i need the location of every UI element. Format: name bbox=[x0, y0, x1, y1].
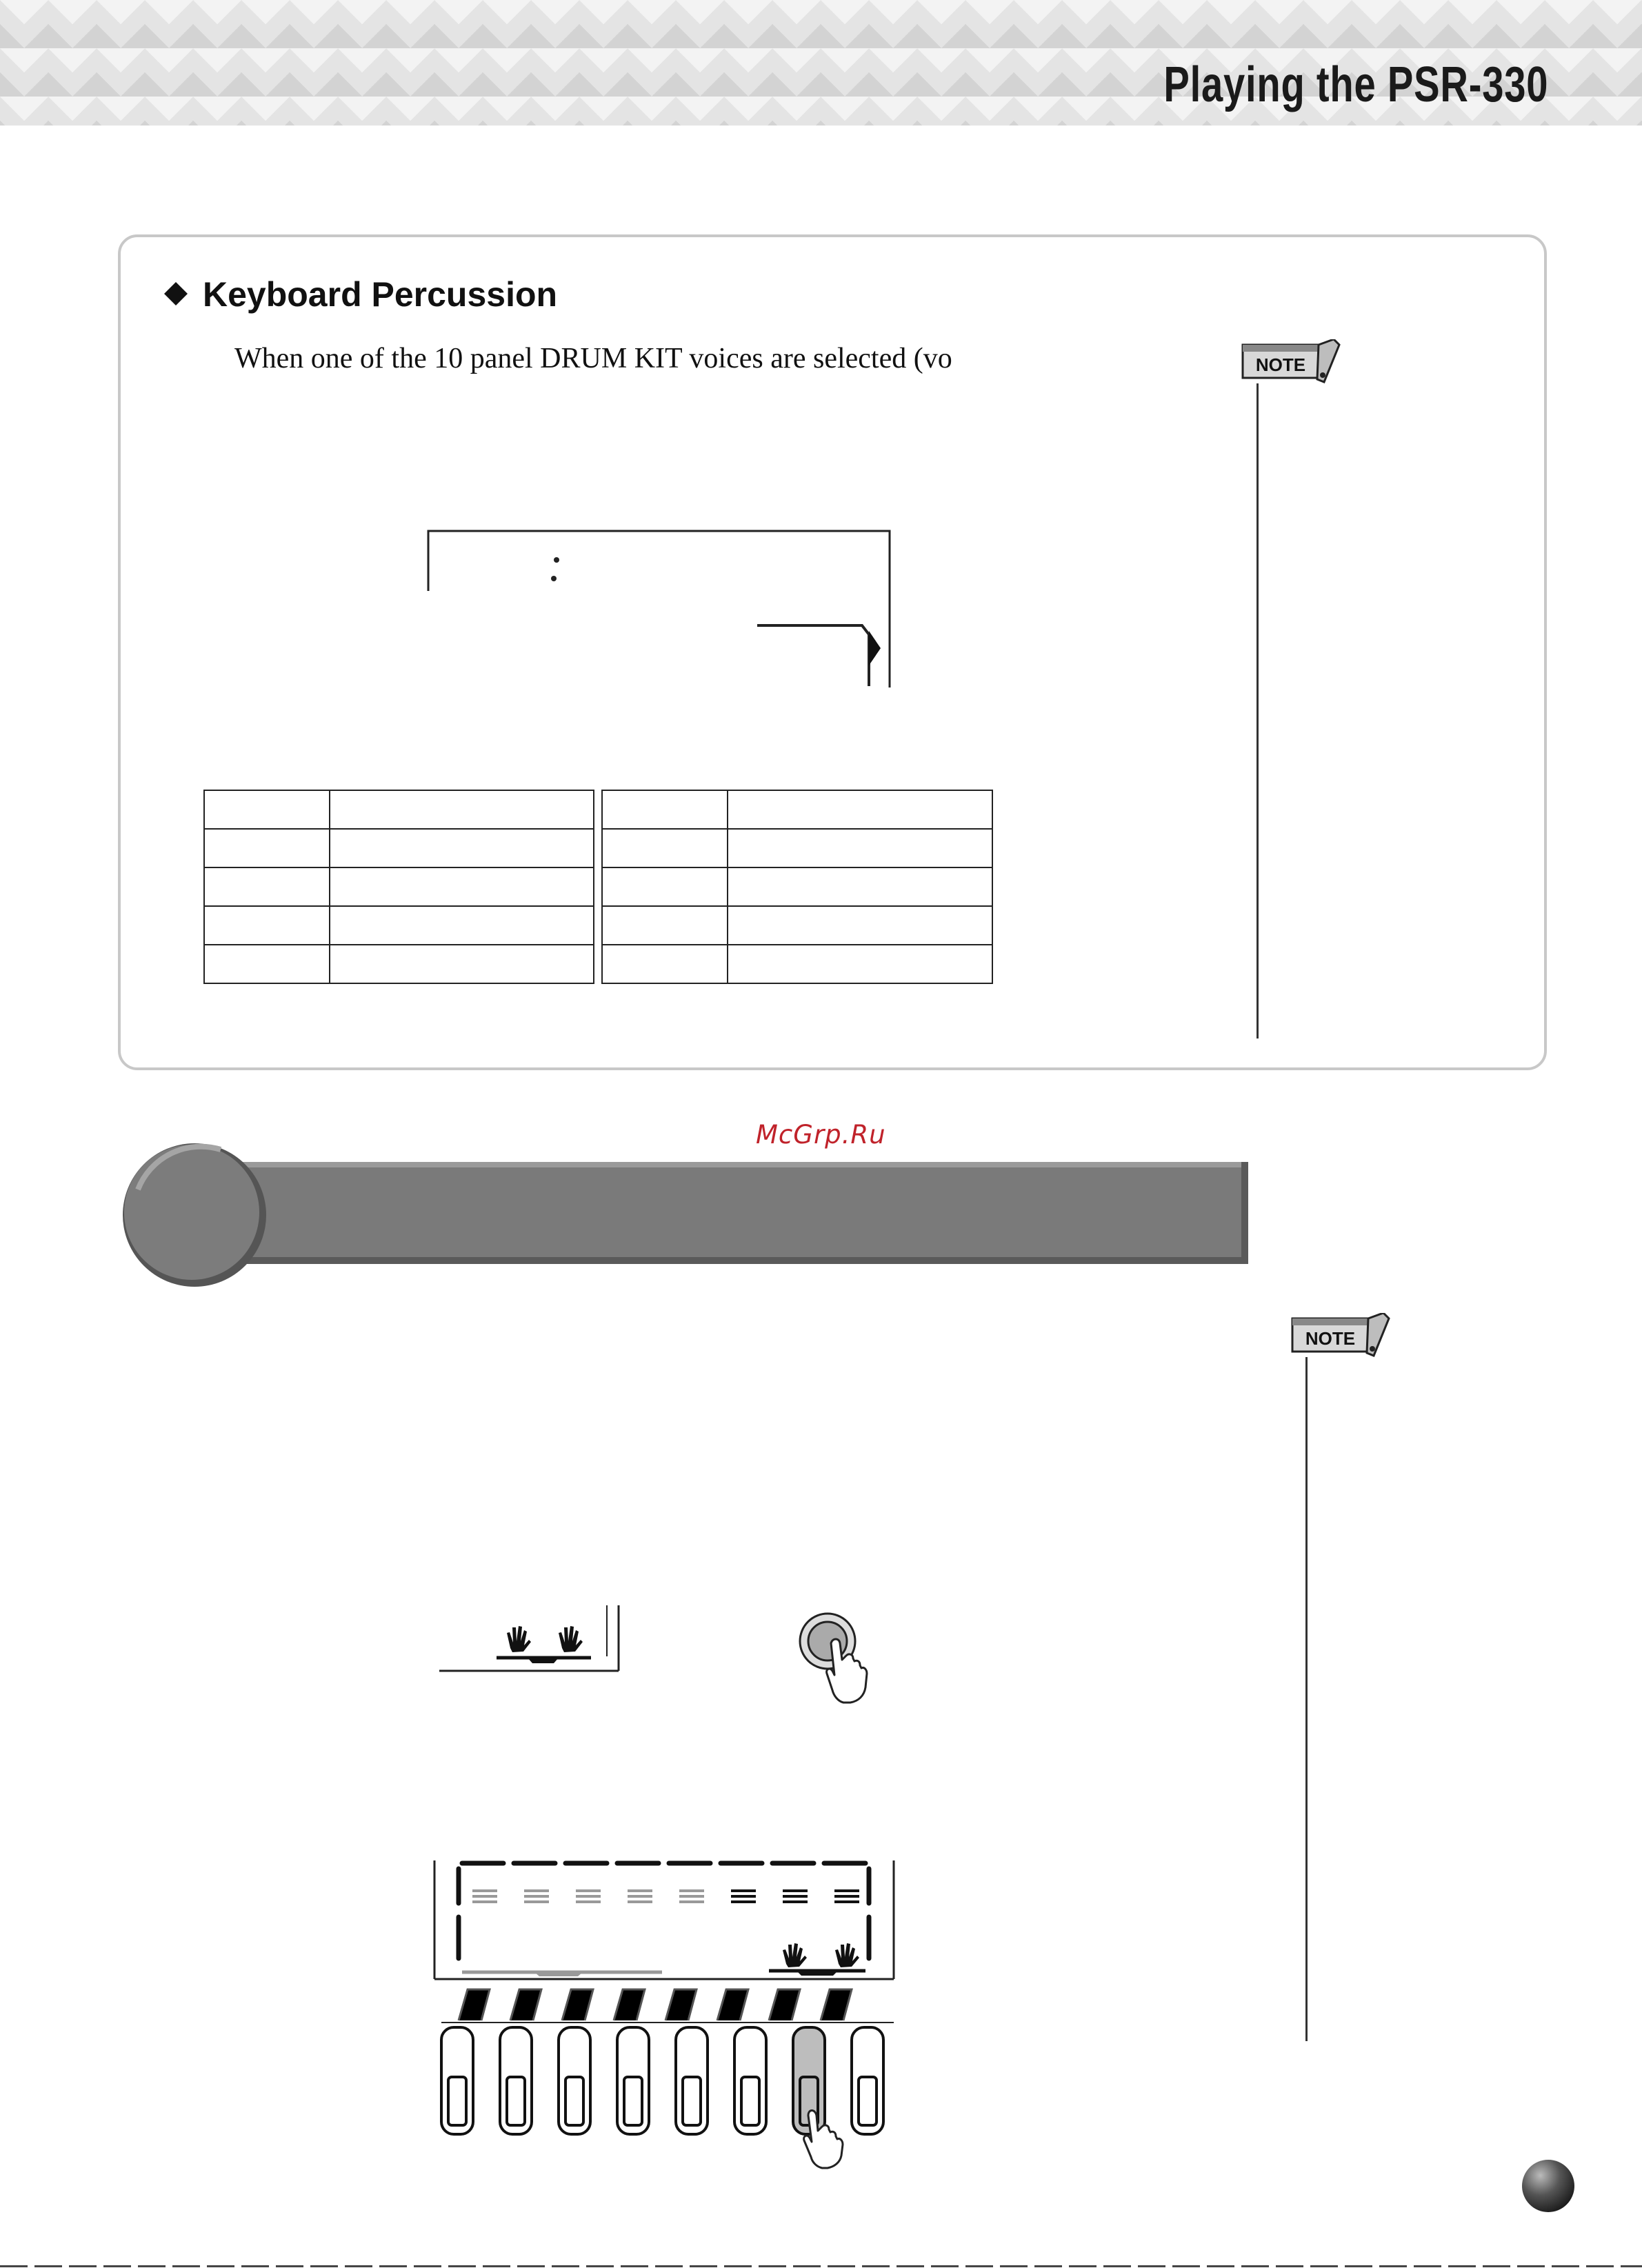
diamond-bullet-icon bbox=[164, 282, 188, 305]
percussion-table-right bbox=[601, 790, 993, 984]
table-row bbox=[204, 945, 594, 983]
note-pencil-icon bbox=[1241, 339, 1341, 383]
hands-icon bbox=[507, 1626, 583, 1652]
note-tag bbox=[1241, 339, 1341, 383]
table-row bbox=[204, 867, 594, 906]
table-row bbox=[204, 829, 594, 867]
bottom-rule bbox=[0, 2265, 1642, 2267]
note-label: NOTE bbox=[1305, 1328, 1356, 1349]
hands-icon bbox=[783, 1943, 859, 1967]
section-heading: Keyboard Percussion bbox=[203, 275, 558, 314]
watermark: McGrp.Ru bbox=[756, 1120, 886, 1150]
note-tag bbox=[1291, 1313, 1390, 1357]
note-pencil-icon bbox=[1291, 1313, 1390, 1357]
percussion-table-left bbox=[203, 790, 594, 984]
table-row bbox=[602, 906, 992, 945]
section-body-text: When one of the 10 panel DRUM KIT voices are selected (vo bbox=[234, 343, 952, 374]
level-bars bbox=[472, 1889, 859, 1903]
lcd-display bbox=[434, 1860, 894, 1979]
table-row bbox=[204, 906, 594, 945]
button-labels bbox=[459, 1989, 852, 2020]
panel-button-row bbox=[428, 1855, 903, 2172]
table-row bbox=[602, 945, 992, 983]
note-rule bbox=[1305, 1357, 1308, 2041]
page-ball-icon bbox=[1521, 2158, 1576, 2214]
table-row bbox=[602, 867, 992, 906]
lcd-hands-fragment bbox=[438, 1600, 624, 1676]
table-row bbox=[602, 829, 992, 867]
pressing-finger-icon bbox=[797, 1610, 886, 1707]
note-rule bbox=[1256, 383, 1259, 1038]
page-title: Playing the PSR-330 bbox=[1163, 57, 1548, 112]
lcd-display-fragment bbox=[424, 528, 893, 693]
table-row bbox=[602, 790, 992, 829]
note-label: NOTE bbox=[1255, 354, 1306, 375]
table-row bbox=[204, 790, 594, 829]
section-banner bbox=[117, 1141, 1255, 1289]
